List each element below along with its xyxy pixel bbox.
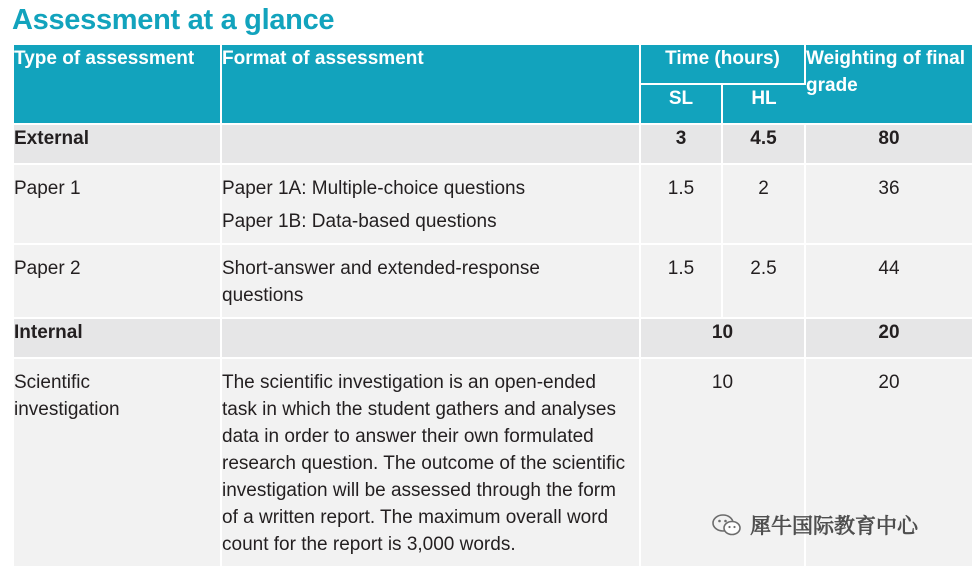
wechat-icon bbox=[712, 513, 742, 537]
cell-hl: 4.5 bbox=[722, 124, 805, 164]
cell-format bbox=[221, 318, 640, 358]
header-hl: HL bbox=[722, 84, 805, 124]
cell-hl: 2.5 bbox=[722, 244, 805, 318]
cell-sl: 1.5 bbox=[640, 244, 722, 318]
cell-type: Scientific investigation bbox=[14, 358, 221, 567]
table-row-paper2 bbox=[14, 244, 972, 318]
cell-format: Short-answer and extended-response questions bbox=[221, 244, 640, 318]
cell-weight: 20 bbox=[805, 318, 972, 358]
cell-type: Paper 1 bbox=[14, 164, 221, 244]
cell-type: Internal bbox=[14, 318, 221, 358]
cell-time: 10 bbox=[640, 358, 805, 567]
page-title: Assessment at a glance bbox=[12, 4, 335, 36]
cell-type: Paper 2 bbox=[14, 244, 221, 318]
cell-weight: 20 bbox=[805, 358, 972, 567]
cell-weight: 44 bbox=[805, 244, 972, 318]
cell-type: External bbox=[14, 124, 221, 164]
header-weighting: Weighting of final grade bbox=[805, 45, 972, 124]
cell-weight: 80 bbox=[805, 124, 972, 164]
watermark bbox=[712, 510, 918, 540]
cell-time: 10 bbox=[640, 318, 805, 358]
assessment-table bbox=[14, 45, 972, 568]
table-row-internal bbox=[14, 318, 972, 358]
format-line: Paper 1B: Data-based questions bbox=[222, 211, 497, 232]
cell-sl: 1.5 bbox=[640, 164, 722, 244]
cell-format bbox=[221, 124, 640, 164]
watermark-text: 犀牛国际教育中心 bbox=[750, 515, 918, 538]
cell-format bbox=[221, 164, 640, 244]
header-time: Time (hours) bbox=[640, 45, 805, 84]
format-line: Paper 1A: Multiple-choice questions bbox=[222, 178, 526, 199]
header-sl: SL bbox=[640, 84, 722, 124]
cell-hl: 2 bbox=[722, 164, 805, 244]
table-row-paper1 bbox=[14, 164, 972, 244]
table-row-external bbox=[14, 124, 972, 164]
header-type: Type of assessment bbox=[14, 45, 221, 124]
cell-format: The scientific investigation is an open-ended task in which the student gathers and analyses data in order to answer their own formulated research question. The outcome of the scientific investigation will be assessed through the form of a written report. The maximum overall word count for the report is 3,000 words. bbox=[221, 358, 640, 567]
header-format: Format of assessment bbox=[221, 45, 640, 124]
cell-sl: 3 bbox=[640, 124, 722, 164]
cell-weight: 36 bbox=[805, 164, 972, 244]
